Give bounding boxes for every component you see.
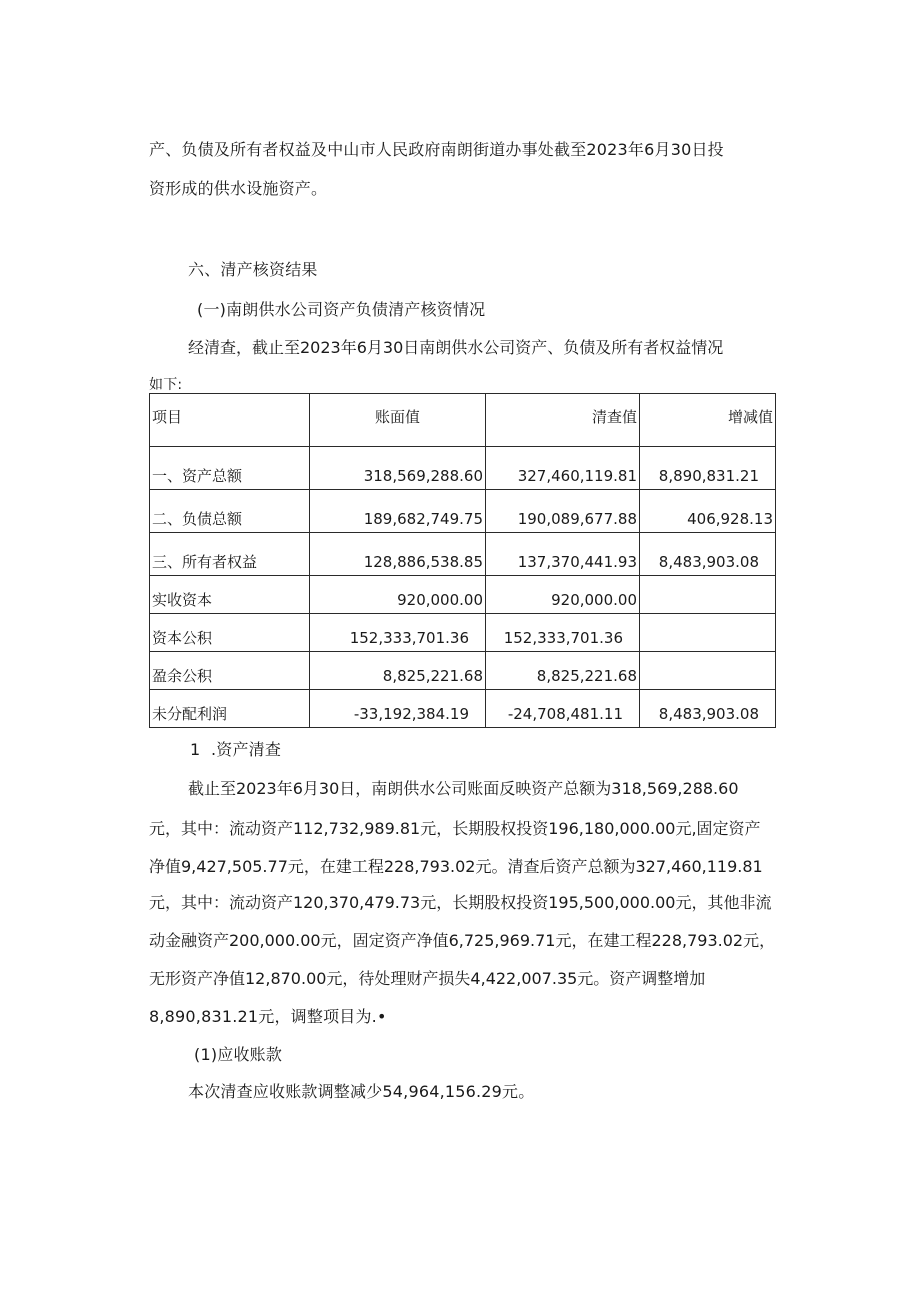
row-item: 一、资产总额 (150, 447, 310, 490)
balance-table (149, 393, 776, 728)
table-row (150, 576, 776, 614)
row-book: 128,886,538.85 (310, 533, 486, 576)
row-item: 三、所有者权益 (150, 533, 310, 576)
asset-line-7: 8,890,831.21元，调整项目为.• (149, 1007, 387, 1026)
table-row (150, 614, 776, 652)
receivables-text: 本次清查应收账款调整减少54,964,156.29元。 (188, 1082, 535, 1101)
table-row (150, 490, 776, 533)
row-change (640, 614, 776, 652)
row-book: 152,333,701.36 (310, 614, 486, 652)
row-audit: 137,370,441.93 (486, 533, 640, 576)
row-audit: 920,000.00 (486, 576, 640, 614)
lead-line-2: 如下: (149, 377, 183, 393)
row-book: 920,000.00 (310, 576, 486, 614)
receivables-heading: (1)应收账款 (194, 1045, 283, 1064)
table-row (150, 690, 776, 728)
row-item: 二、负债总额 (150, 490, 310, 533)
table-header-row (150, 394, 776, 447)
row-change: 8,483,903.08 (640, 533, 776, 576)
lead-line-1: 经清查，截止至2023年6月30日南朗供水公司资产、负债及所有者权益情况 (188, 338, 724, 357)
row-audit: 152,333,701.36 (486, 614, 640, 652)
intro-line-2: 资形成的供水设施资产。 (149, 179, 328, 198)
row-change: 406,928.13 (640, 490, 776, 533)
header-change-value: 增减值 (640, 394, 776, 447)
row-book: -33,192,384.19 (310, 690, 486, 728)
row-item: 盈余公积 (150, 652, 310, 690)
asset-line-1: 截止至2023年6月30日，南朗供水公司账面反映资产总额为318,569,288.60 (188, 779, 739, 798)
header-item: 项目 (150, 394, 310, 447)
intro-line-1: 产、负债及所有者权益及中山市人民政府南朗街道办事处截至2023年6月30日投 (149, 140, 724, 159)
row-change (640, 652, 776, 690)
row-audit: 327,460,119.81 (486, 447, 640, 490)
row-book: 8,825,221.68 (310, 652, 486, 690)
row-item: 资本公积 (150, 614, 310, 652)
subsection-heading: (一)南朗供水公司资产负债清产核资情况 (197, 300, 486, 319)
row-change: 8,483,903.08 (640, 690, 776, 728)
row-book: 189,682,749.75 (310, 490, 486, 533)
table-row (150, 533, 776, 576)
table-row (150, 652, 776, 690)
row-item: 实收资本 (150, 576, 310, 614)
asset-line-6: 无形资产净值12,870.00元，待处理财产损失4,422,007.35元。资产调整增加 (149, 969, 706, 988)
section-heading: 六、清产核资结果 (188, 260, 318, 279)
table-row (150, 447, 776, 490)
asset-line-5: 动金融资产200,000.00元，固定资产净值6,725,969.71元，在建工程228,793.02元， (149, 931, 776, 950)
row-book: 318,569,288.60 (310, 447, 486, 490)
asset-line-4: 元，其中：流动资产120,370,479.73元，长期股权投资195,500,000.00元，其他非流 (149, 893, 772, 912)
row-audit: 190,089,677.88 (486, 490, 640, 533)
header-book-value: 账面值 (310, 394, 486, 447)
row-item: 未分配利润 (150, 690, 310, 728)
row-audit: 8,825,221.68 (486, 652, 640, 690)
row-change (640, 576, 776, 614)
asset-section-heading: 1 .资产清查 (190, 740, 282, 759)
header-audit-value: 清查值 (486, 394, 640, 447)
row-audit: -24,708,481.11 (486, 690, 640, 728)
asset-line-3: 净值9,427,505.77元，在建工程228,793.02元。清查后资产总额为327,460,119.81 (149, 857, 763, 876)
asset-line-2: 元，其中：流动资产112,732,989.81元，长期股权投资196,180,000.00元,固定资产 (149, 819, 761, 838)
row-change: 8,890,831.21 (640, 447, 776, 490)
